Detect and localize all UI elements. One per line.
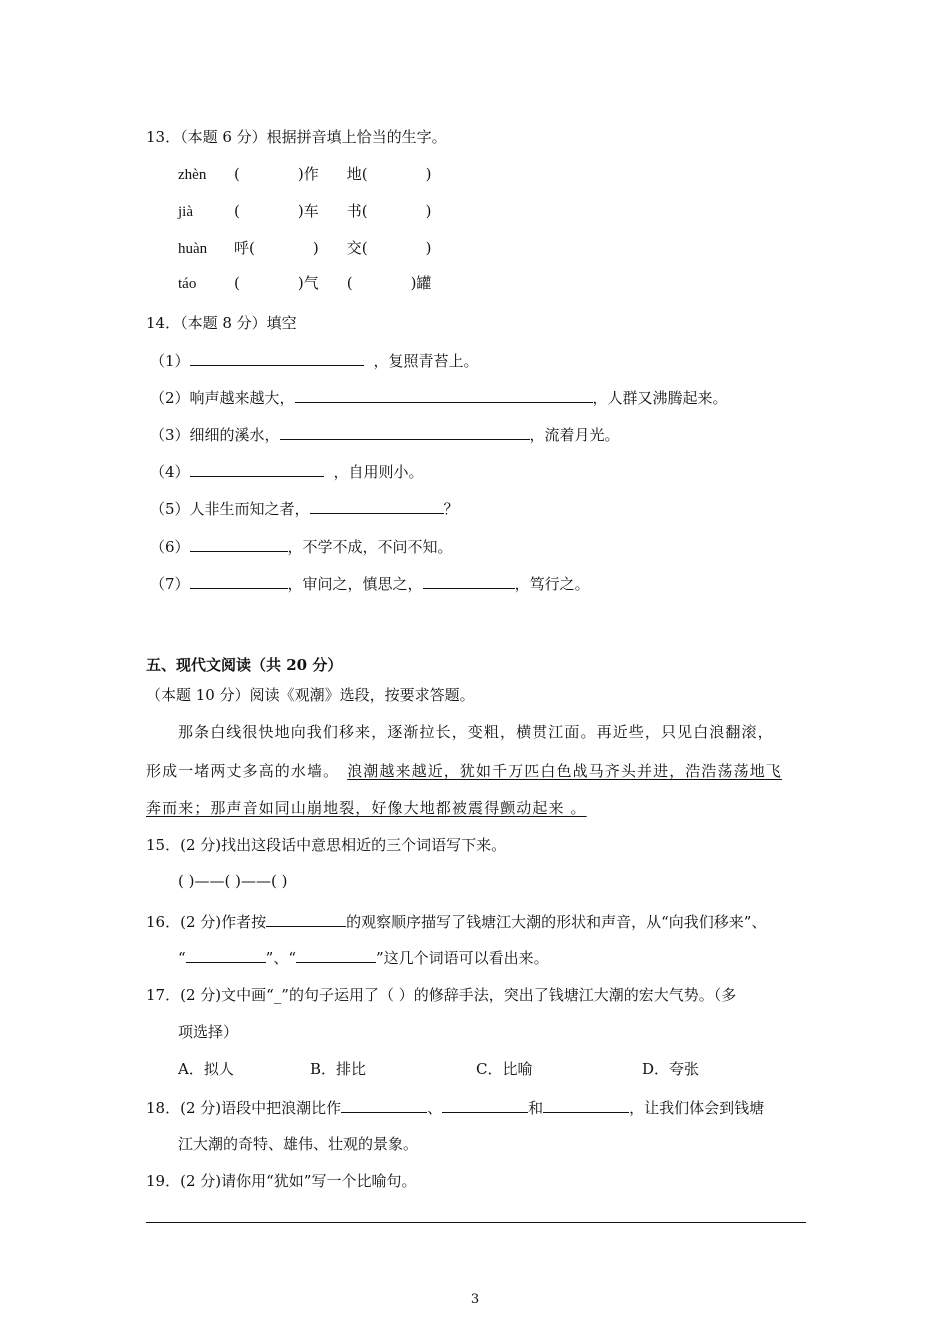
pinyin: jià (178, 204, 193, 220)
section-heading: 五、现代文阅读（共 20 分） (146, 656, 343, 674)
item-suffix: ，复照青苔上。 (373, 352, 479, 370)
paren-close: ) (425, 165, 432, 183)
q17-options (178, 1058, 774, 1079)
answer-blank[interactable] (296, 946, 376, 963)
q19-title: 19．(2 分)请你用“犹如”写一个比喻句。 (146, 1172, 417, 1190)
item-suffix: ，笃行之。 (514, 575, 590, 593)
paren-open: ( (234, 165, 240, 183)
q13-title: 13．（本题 6 分）根据拼音填上恰当的生字。 (146, 128, 447, 146)
word-paren-open: 书( (346, 202, 368, 220)
passage-line-2 (146, 760, 782, 781)
q19-answer-line[interactable] (146, 1222, 806, 1223)
item-middle: ，审问之，慎思之， (287, 575, 423, 593)
answer-blank[interactable] (442, 1096, 528, 1113)
q14-item-7 (150, 572, 590, 594)
paren-close-word: )气 (297, 274, 319, 292)
item-suffix: ，自用则小。 (333, 463, 424, 481)
answer-blank[interactable] (266, 910, 346, 927)
option-a[interactable]: A．拟人 (178, 1060, 234, 1078)
paren-close: )罐 (410, 274, 432, 292)
q13-row-3 (178, 237, 431, 258)
answer-blank[interactable] (186, 946, 266, 963)
q17-line-1: 17．(2 分)文中画“_”的句子运用了（ ）的修辞手法，突出了钱塘江大潮的宏大气势。（多 (146, 986, 737, 1004)
paren-open: 呼( (234, 239, 255, 257)
underlined-sentence: 浪潮越来越近，犹如千万匹白色战马齐头并进，浩浩荡荡地飞 (347, 762, 782, 780)
passage-line-1: 那条白线很快地向我们移来，逐渐拉长，变粗，横贯江面。再近些，只见白浪翻滚， (178, 723, 774, 741)
paren-close-word: )车 (297, 202, 319, 220)
item-suffix: ，流着月光。 (529, 426, 620, 444)
paren-open: ( (234, 274, 240, 292)
q18-text: ，让我们体会到钱塘 (629, 1099, 765, 1117)
q14-item-2 (150, 386, 728, 408)
answer-blank[interactable] (341, 1096, 427, 1113)
option-b[interactable]: B．排比 (310, 1060, 367, 1078)
q16-text: “ (178, 949, 186, 967)
item-prefix: （4） (150, 463, 190, 481)
q13-row-1 (178, 163, 431, 184)
q14-item-5 (150, 497, 459, 519)
paren-close: ) (425, 202, 432, 220)
paren-close: ) (425, 239, 432, 257)
q14-item-4 (150, 460, 424, 482)
q18-text: 、 (427, 1099, 443, 1117)
paren-close-word: ) (312, 239, 319, 257)
option-d[interactable]: D．夸张 (642, 1060, 700, 1078)
item-prefix: （7） (150, 575, 190, 593)
section-intro: （本题 10 分）阅读《观潮》选段，按要求答题。 (146, 686, 475, 704)
answer-blank[interactable] (280, 423, 530, 440)
word-paren-open: 地( (346, 165, 368, 183)
item-prefix: （2）响声越来越大， (150, 389, 295, 407)
q14-item-6 (150, 535, 453, 557)
answer-blank[interactable] (423, 572, 515, 589)
passage-line-3: 奔而来；那声音如同山崩地裂，好像大地都被震得颤动起来 。 (146, 799, 587, 817)
q17-line-2: 项选择） (178, 1023, 239, 1041)
item-prefix: （3）细细的溪水， (150, 426, 280, 444)
q14-item-3 (150, 423, 620, 445)
paren-close-word: )作 (297, 165, 319, 183)
q16-text: ”、“ (265, 949, 297, 967)
q16-line-2 (178, 946, 549, 968)
item-prefix: （1） (150, 352, 190, 370)
pinyin: táo (178, 276, 197, 292)
q16-text: ”这几个词语可以看出来。 (376, 949, 549, 967)
q18-text: 18．(2 分)语段中把浪潮比作 (146, 1099, 342, 1117)
answer-blank[interactable] (190, 460, 324, 477)
q18-text: 和 (528, 1099, 544, 1117)
item-prefix: （6） (150, 538, 190, 556)
q13-row-2 (178, 200, 431, 221)
item-suffix: ，人群又沸腾起来。 (592, 389, 728, 407)
answer-blank[interactable] (543, 1096, 629, 1113)
answer-blank[interactable] (190, 572, 288, 589)
q15-title: 15．(2 分)找出这段话中意思相近的三个词语写下来。 (146, 836, 507, 854)
q18-line-1 (146, 1096, 764, 1118)
answer-blank[interactable] (295, 386, 593, 403)
pinyin: zhèn (178, 167, 207, 183)
word-paren-open: ( (346, 274, 353, 292)
option-c[interactable]: C．比喻 (476, 1060, 533, 1078)
word-paren-open: 交( (346, 239, 368, 257)
answer-blank[interactable] (190, 535, 288, 552)
pinyin: huàn (178, 241, 208, 257)
q16-line-1 (146, 910, 766, 932)
q18-line-2: 江大潮的奇特、雄伟、壮观的景象。 (178, 1135, 419, 1153)
item-suffix: ，不学不成，不问不知。 (287, 538, 453, 556)
paren-open: ( (234, 202, 240, 220)
q13-row-4 (178, 272, 431, 293)
q16-text: 的观察顺序描写了钱塘江大潮的形状和声音，从“向我们移来”、 (346, 913, 767, 931)
answer-blank[interactable] (190, 349, 364, 366)
q14-title: 14．（本题 8 分）填空 (146, 314, 297, 332)
passage-text: 形成一堵两丈多高的水墙。 (146, 762, 340, 780)
q15-answer-line[interactable]: ( )——( )——( ) (178, 872, 288, 890)
page-number: 3 (470, 1292, 480, 1307)
item-prefix: （5）人非生而知之者， (150, 500, 310, 518)
q16-text: 16．(2 分)作者按 (146, 913, 267, 931)
q14-item-1 (150, 349, 479, 371)
item-suffix: ？ (443, 500, 459, 518)
answer-blank[interactable] (310, 497, 444, 514)
